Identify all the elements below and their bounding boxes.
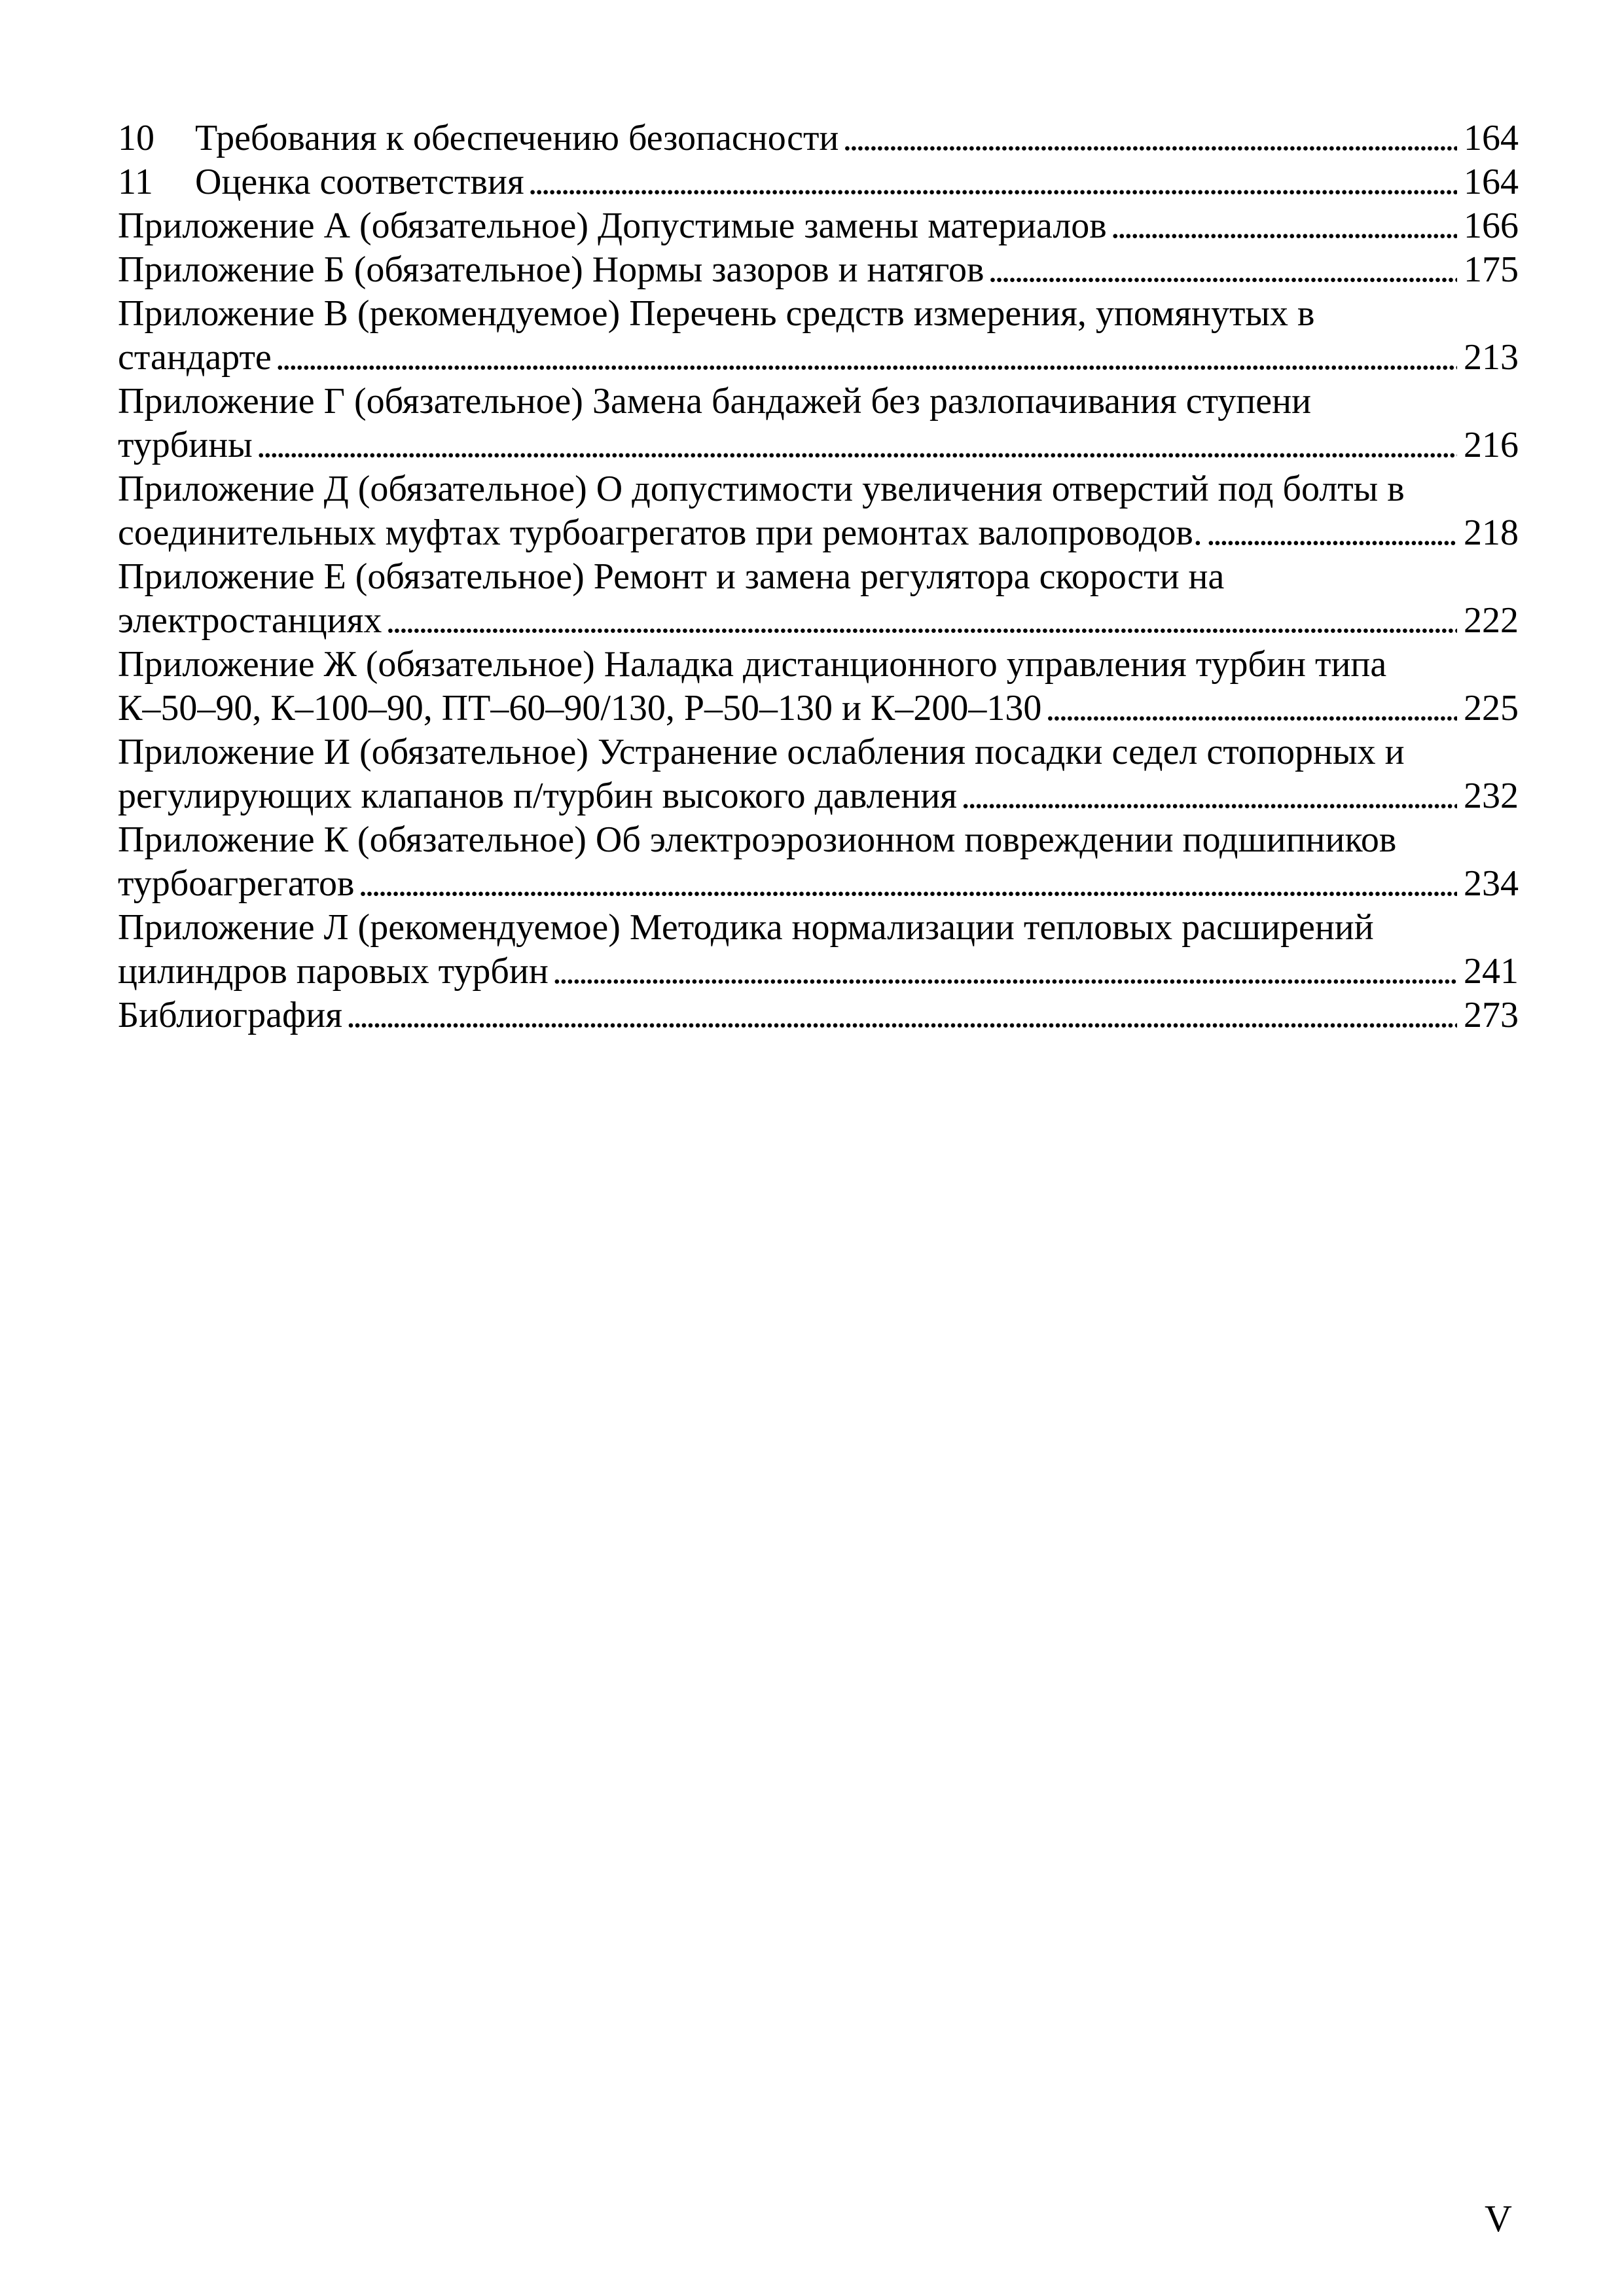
table-of-contents (118, 117, 1519, 1037)
toc-entry-line (118, 336, 1519, 380)
toc-entry[interactable] (118, 248, 1519, 292)
toc-entry[interactable] (118, 117, 1519, 160)
toc-entry-title: Приложение Д (обязательное) О допустимости увеличения отверстий под болты в (118, 469, 1405, 509)
toc-entry-title: 10 Требования к обеспечению безопасности (118, 117, 839, 160)
toc-entry-title: Приложение В (рекомендуемое) Перечень средств измерения, упомянутых в (118, 293, 1315, 334)
page-number: V (1485, 2197, 1512, 2240)
toc-page-number: 213 (1464, 337, 1519, 378)
toc-dot-leader (358, 862, 1457, 906)
toc-dot-leader (386, 599, 1457, 643)
toc-entry[interactable] (118, 292, 1519, 380)
toc-entry-title: Приложение Е (обязательное) Ремонт и замена регулятора скорости на (118, 556, 1225, 597)
toc-entry-line (118, 248, 1519, 292)
toc-entry[interactable] (118, 160, 1519, 204)
toc-dot-leader (842, 117, 1457, 160)
toc-entry-title-cont: К–50–90, К–100–90, ПТ–60–90/130, Р–50–130 и К–200–130 (118, 688, 1042, 728)
toc-entry-title-cont: цилиндров паровых турбин (118, 951, 549, 992)
toc-page-number: 164 (1464, 162, 1519, 202)
toc-entry-title-cont: турбины (118, 425, 253, 465)
toc-page-number: 273 (1464, 995, 1519, 1035)
toc-entry-number: 10 (118, 118, 154, 158)
toc-entry[interactable] (118, 818, 1519, 906)
toc-entry-title-cont: регулирующих клапанов п/турбин высокого давления (118, 776, 958, 816)
toc-entry-line (118, 423, 1519, 467)
toc-entry[interactable] (118, 204, 1519, 248)
toc-entry[interactable] (118, 906, 1519, 994)
toc-page-number: 166 (1464, 206, 1519, 246)
toc-page-number: 234 (1464, 863, 1519, 904)
toc-page-number: 241 (1464, 951, 1519, 992)
toc-page-number: 216 (1464, 425, 1519, 465)
toc-dot-leader (1206, 511, 1457, 555)
toc-entry[interactable] (118, 467, 1519, 555)
toc-entry-title-cont: стандарте (118, 337, 272, 378)
toc-dot-leader (988, 248, 1457, 292)
toc-entry-line (118, 687, 1519, 730)
toc-entry-title: Приложение Б (обязательное) Нормы зазоров и натягов (118, 249, 984, 290)
toc-dot-leader (257, 423, 1457, 467)
toc-page-number: 232 (1464, 776, 1519, 816)
toc-entry-line (118, 862, 1519, 906)
toc-entry-line (118, 994, 1519, 1037)
toc-dot-leader (346, 994, 1457, 1037)
toc-dot-leader (276, 336, 1457, 380)
toc-entry[interactable] (118, 730, 1519, 818)
toc-page-number: 225 (1464, 688, 1519, 728)
toc-entry[interactable] (118, 555, 1519, 643)
toc-entry-title: Приложение К (обязательное) Об электроэрозионном повреждении подшипников (118, 819, 1397, 860)
toc-page-number: 175 (1464, 249, 1519, 290)
toc-entry[interactable] (118, 643, 1519, 730)
toc-entry-line (118, 774, 1519, 818)
toc-dot-leader (1111, 204, 1457, 248)
toc-dot-leader (528, 160, 1457, 204)
toc-entry-title-cont: электростанциях (118, 600, 382, 641)
toc-page-number: 164 (1464, 118, 1519, 158)
toc-entry-line (118, 511, 1519, 555)
toc-entry-line (118, 117, 1519, 160)
toc-entry-title: Библиография (118, 995, 342, 1035)
toc-entry-line (118, 950, 1519, 994)
toc-entry-title-cont: соединительных муфтах турбоагрегатов при ремонтах валопроводов. (118, 512, 1202, 553)
toc-entry-title: Приложение А (обязательное) Допустимые замены материалов (118, 206, 1107, 246)
toc-entry[interactable] (118, 380, 1519, 467)
toc-entry-line (118, 204, 1519, 248)
toc-entry-title: Приложение И (обязательное) Устранение ослабления посадки седел стопорных и (118, 732, 1405, 772)
toc-dot-leader (552, 950, 1457, 994)
toc-entry-number: 11 (118, 162, 153, 202)
toc-entry-title: Приложение Л (рекомендуемое) Методика нормализации тепловых расширений (118, 907, 1374, 948)
toc-entry-line (118, 160, 1519, 204)
toc-entry-title: Приложение Г (обязательное) Замена бандажей без разлопачивания ступени (118, 381, 1312, 422)
toc-entry-title-cont: турбоагрегатов (118, 863, 355, 904)
toc-entry[interactable] (118, 994, 1519, 1037)
toc-entry-title: Приложение Ж (обязательное) Наладка дистанционного управления турбин типа (118, 644, 1387, 685)
toc-entry-title: 11 Оценка соответствия (118, 160, 524, 204)
toc-dot-leader (961, 774, 1457, 818)
toc-entry-line (118, 599, 1519, 643)
toc-page-number: 222 (1464, 600, 1519, 641)
toc-page-number: 218 (1464, 512, 1519, 553)
toc-dot-leader (1045, 687, 1457, 730)
